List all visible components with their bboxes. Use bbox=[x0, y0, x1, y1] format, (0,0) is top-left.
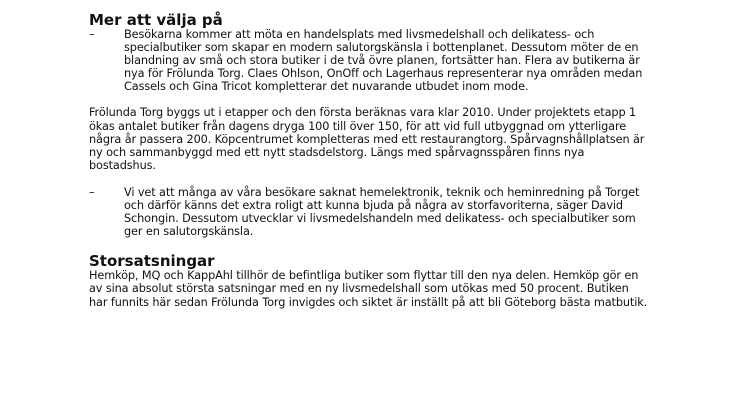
section-heading-storsatsningar: Storsatsningar bbox=[89, 252, 215, 271]
bullet-text: Besökarna kommer att möta en handelsplats med livsmedelshall och delikatess- och specialbutiker som skapar en modern salutorgskänsla i bottenplanet. Dessutom möter de en blandning av små och stora butiker i de två övre planen, fortsätter han. Flera av butikerna är nya för Frölunda Torg. Claes Ohlson, OnOff och Lagerhaus representerar nya områden medan Cassels och Gina Tricot kompletterar det nuvarande utbudet inom mode. bbox=[124, 28, 643, 94]
article bbox=[89, 12, 649, 309]
body-paragraph-storsatsningar: Hemköp, MQ och KappAhl tillhör de befintliga butiker som flyttar till den nya delen. Hemköp gör en av sina absolut största satsningar med en ny livsmedelshall som utökas med 50 procent. Butiken har funnits här sedan Frölunda Torg invigdes och siktet är inställt på att bli Göteborg bästa matbutik. bbox=[89, 269, 648, 309]
body-paragraph-expansion: Frölunda Torg byggs ut i etapper och den första beräknas vara klar 2010. Under projektets etapp 1 ökas antalet butiker från dagens dryga 100 till över 150, för att vid full utbyggnad om ytterligare några år passera 200. Köpcentrumet kompletteras med ett restaurangtorg. Spårvagnshållplatsen är ny och sammanbyggd med ett nytt stadsdelstorg. Längs med spårvagnsspåren finns nya bostadshus. bbox=[89, 106, 645, 172]
section-heading-mer-att-valja-pa: Mer att välja på bbox=[89, 11, 223, 29]
bullet-dash: – bbox=[89, 185, 95, 199]
bullet-text: Vi vet att många av våra besökare saknat hemelektronik, teknik och heminredning på Torget och därför känns det extra roligt att kunna bjuda på några av storfavoriterna, säger David Schongin. Dessutom utvecklar vi livsmedelshandeln med delikatess- och specialbutiker som ger en salutorgskänsla. bbox=[124, 185, 640, 239]
bullet-paragraph-1 bbox=[89, 28, 654, 93]
bullet-dash: – bbox=[89, 28, 95, 41]
bullet-paragraph-2 bbox=[89, 186, 654, 238]
